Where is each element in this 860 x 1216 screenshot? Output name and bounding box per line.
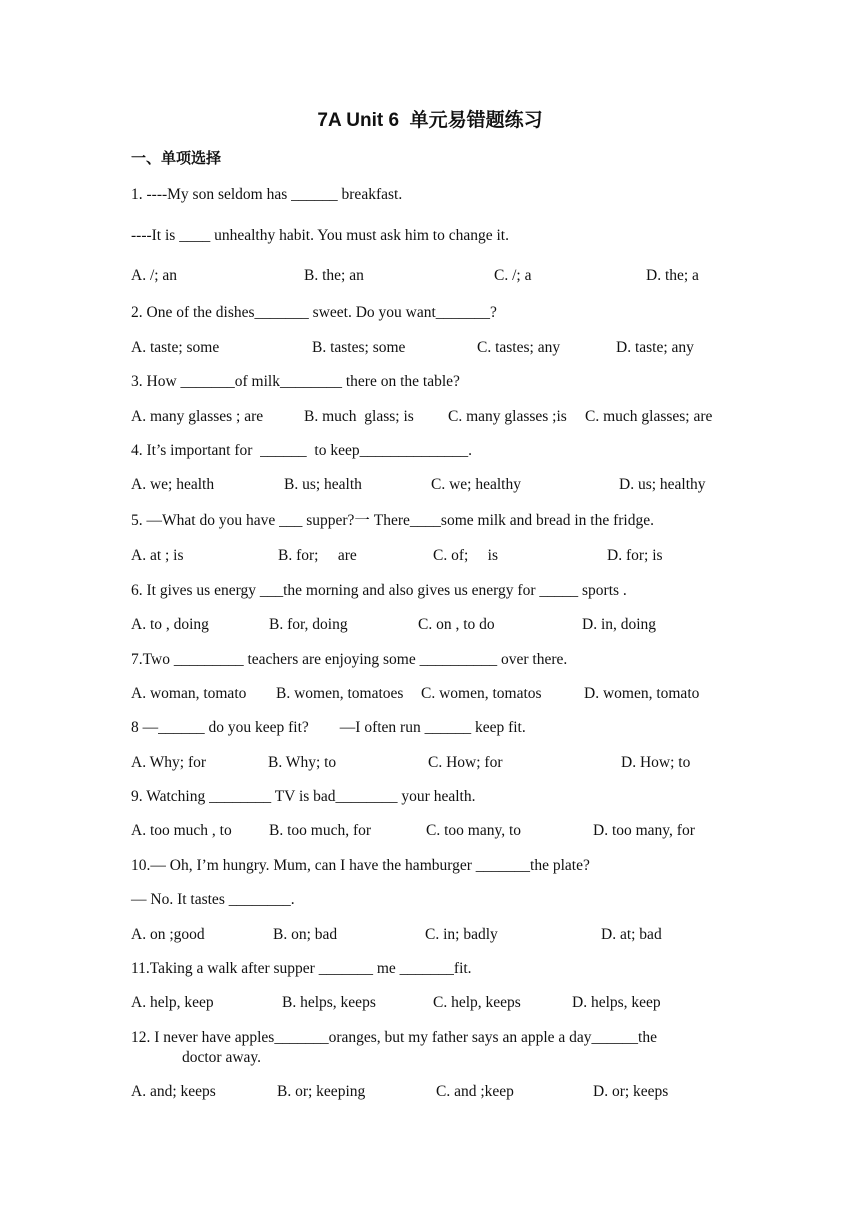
question-7-option-b: B. women, tomatoes — [276, 685, 404, 702]
question-2-option-a: A. taste; some — [131, 339, 220, 356]
question-1-line-1: 1. ----My son seldom has ______ breakfast. — [131, 186, 403, 203]
question-7-line-1: 7.Two _________ teachers are enjoying some __________ over there. — [131, 651, 568, 668]
question-2-option-c: C. tastes; any — [477, 339, 561, 356]
question-3-line-1: 3. How _______of milk________ there on the table? — [131, 373, 460, 390]
question-6-option-b: B. for, doing — [269, 616, 348, 633]
question-6-line-1: 6. It gives us energy ___the morning and also gives us energy for _____ sports . — [131, 582, 627, 599]
question-6-option-c: C. on , to do — [418, 616, 495, 633]
question-4-line-1: 4. It’s important for ______ to keep______________. — [131, 442, 472, 459]
question-9-option-c: C. too many, to — [426, 822, 522, 839]
section-heading: 一、单项选择 — [131, 149, 222, 167]
question-8-option-d: D. How; to — [621, 754, 691, 771]
question-12-option-b: B. or; keeping — [277, 1083, 366, 1100]
question-11-option-d: D. helps, keep — [572, 994, 661, 1011]
question-8-line-1: 8 —______ do you keep fit? —I often run ______ keep fit. — [131, 719, 526, 736]
question-4-option-c: C. we; healthy — [431, 476, 521, 493]
question-1-line-2: ----It is ____ unhealthy habit. You must ask him to change it. — [131, 227, 509, 244]
question-7-option-d: D. women, tomato — [584, 685, 700, 702]
question-4-option-a: A. we; health — [131, 476, 215, 493]
question-6-option-d: D. in, doing — [582, 616, 657, 633]
question-2-option-d: D. taste; any — [616, 339, 694, 356]
question-1-option-c: C. /; a — [494, 267, 532, 284]
question-11-option-c: C. help, keeps — [433, 994, 521, 1011]
question-5-line-1: 5. —What do you have ___ supper?一 There____some milk and bread in the fridge. — [131, 512, 654, 529]
question-10-line-1: 10.— Oh, I’m hungry. Mum, can I have the hamburger _______the plate? — [131, 857, 590, 874]
question-1-option-b: B. the; an — [304, 267, 364, 284]
page-title: 7A Unit 6 单元易错题练习 — [317, 110, 543, 131]
question-9-option-a: A. too much , to — [131, 822, 232, 839]
question-9-line-1: 9. Watching ________ TV is bad________ your health. — [131, 788, 476, 805]
question-7-option-c: C. women, tomatos — [421, 685, 542, 702]
question-12-option-a: A. and; keeps — [131, 1083, 216, 1100]
question-2-option-b: B. tastes; some — [312, 339, 406, 356]
question-5-option-c: C. of; is — [433, 547, 499, 564]
question-10-option-d: D. at; bad — [601, 926, 662, 943]
question-1-option-a: A. /; an — [131, 267, 178, 284]
question-9-option-d: D. too many, for — [593, 822, 695, 839]
question-3-option-b: B. much glass; is — [304, 408, 414, 425]
question-11-option-a: A. help, keep — [131, 994, 214, 1011]
question-2-line-1: 2. One of the dishes_______ sweet. Do you want_______? — [131, 304, 497, 321]
question-4-option-d: D. us; healthy — [619, 476, 706, 493]
question-12-option-c: C. and ;keep — [436, 1083, 514, 1100]
question-9-option-b: B. too much, for — [269, 822, 372, 839]
question-11-option-b: B. helps, keeps — [282, 994, 376, 1011]
question-10-option-a: A. on ;good — [131, 926, 205, 943]
question-1-option-d: D. the; a — [646, 267, 699, 284]
question-8-option-c: C. How; for — [428, 754, 503, 771]
question-10-option-b: B. on; bad — [273, 926, 338, 943]
question-12-line-2: doctor away. — [182, 1049, 262, 1066]
question-8-option-b: B. Why; to — [268, 754, 337, 771]
question-12-line-1: 12. I never have apples_______oranges, but my father says an apple a day______the — [131, 1029, 657, 1046]
question-3-option-c: C. many glasses ;is — [448, 408, 567, 425]
question-10-option-c: C. in; badly — [425, 926, 498, 943]
question-11-line-1: 11.Taking a walk after supper _______ me _______fit. — [131, 960, 472, 977]
question-3-option-a: A. many glasses ; are — [131, 408, 264, 425]
question-5-option-a: A. at ; is — [131, 547, 184, 564]
question-12-stem — [131, 1028, 731, 1068]
question-12-option-d: D. or; keeps — [593, 1083, 669, 1100]
question-10-line-2: — No. It tastes ________. — [131, 891, 295, 908]
question-7-option-a: A. woman, tomato — [131, 685, 247, 702]
question-3-option-d: C. much glasses; are — [585, 408, 713, 425]
question-8-option-a: A. Why; for — [131, 754, 207, 771]
question-4-option-b: B. us; health — [284, 476, 362, 493]
question-6-option-a: A. to , doing — [131, 616, 209, 633]
question-5-option-b: B. for; are — [278, 547, 357, 564]
question-5-option-d: D. for; is — [607, 547, 663, 564]
